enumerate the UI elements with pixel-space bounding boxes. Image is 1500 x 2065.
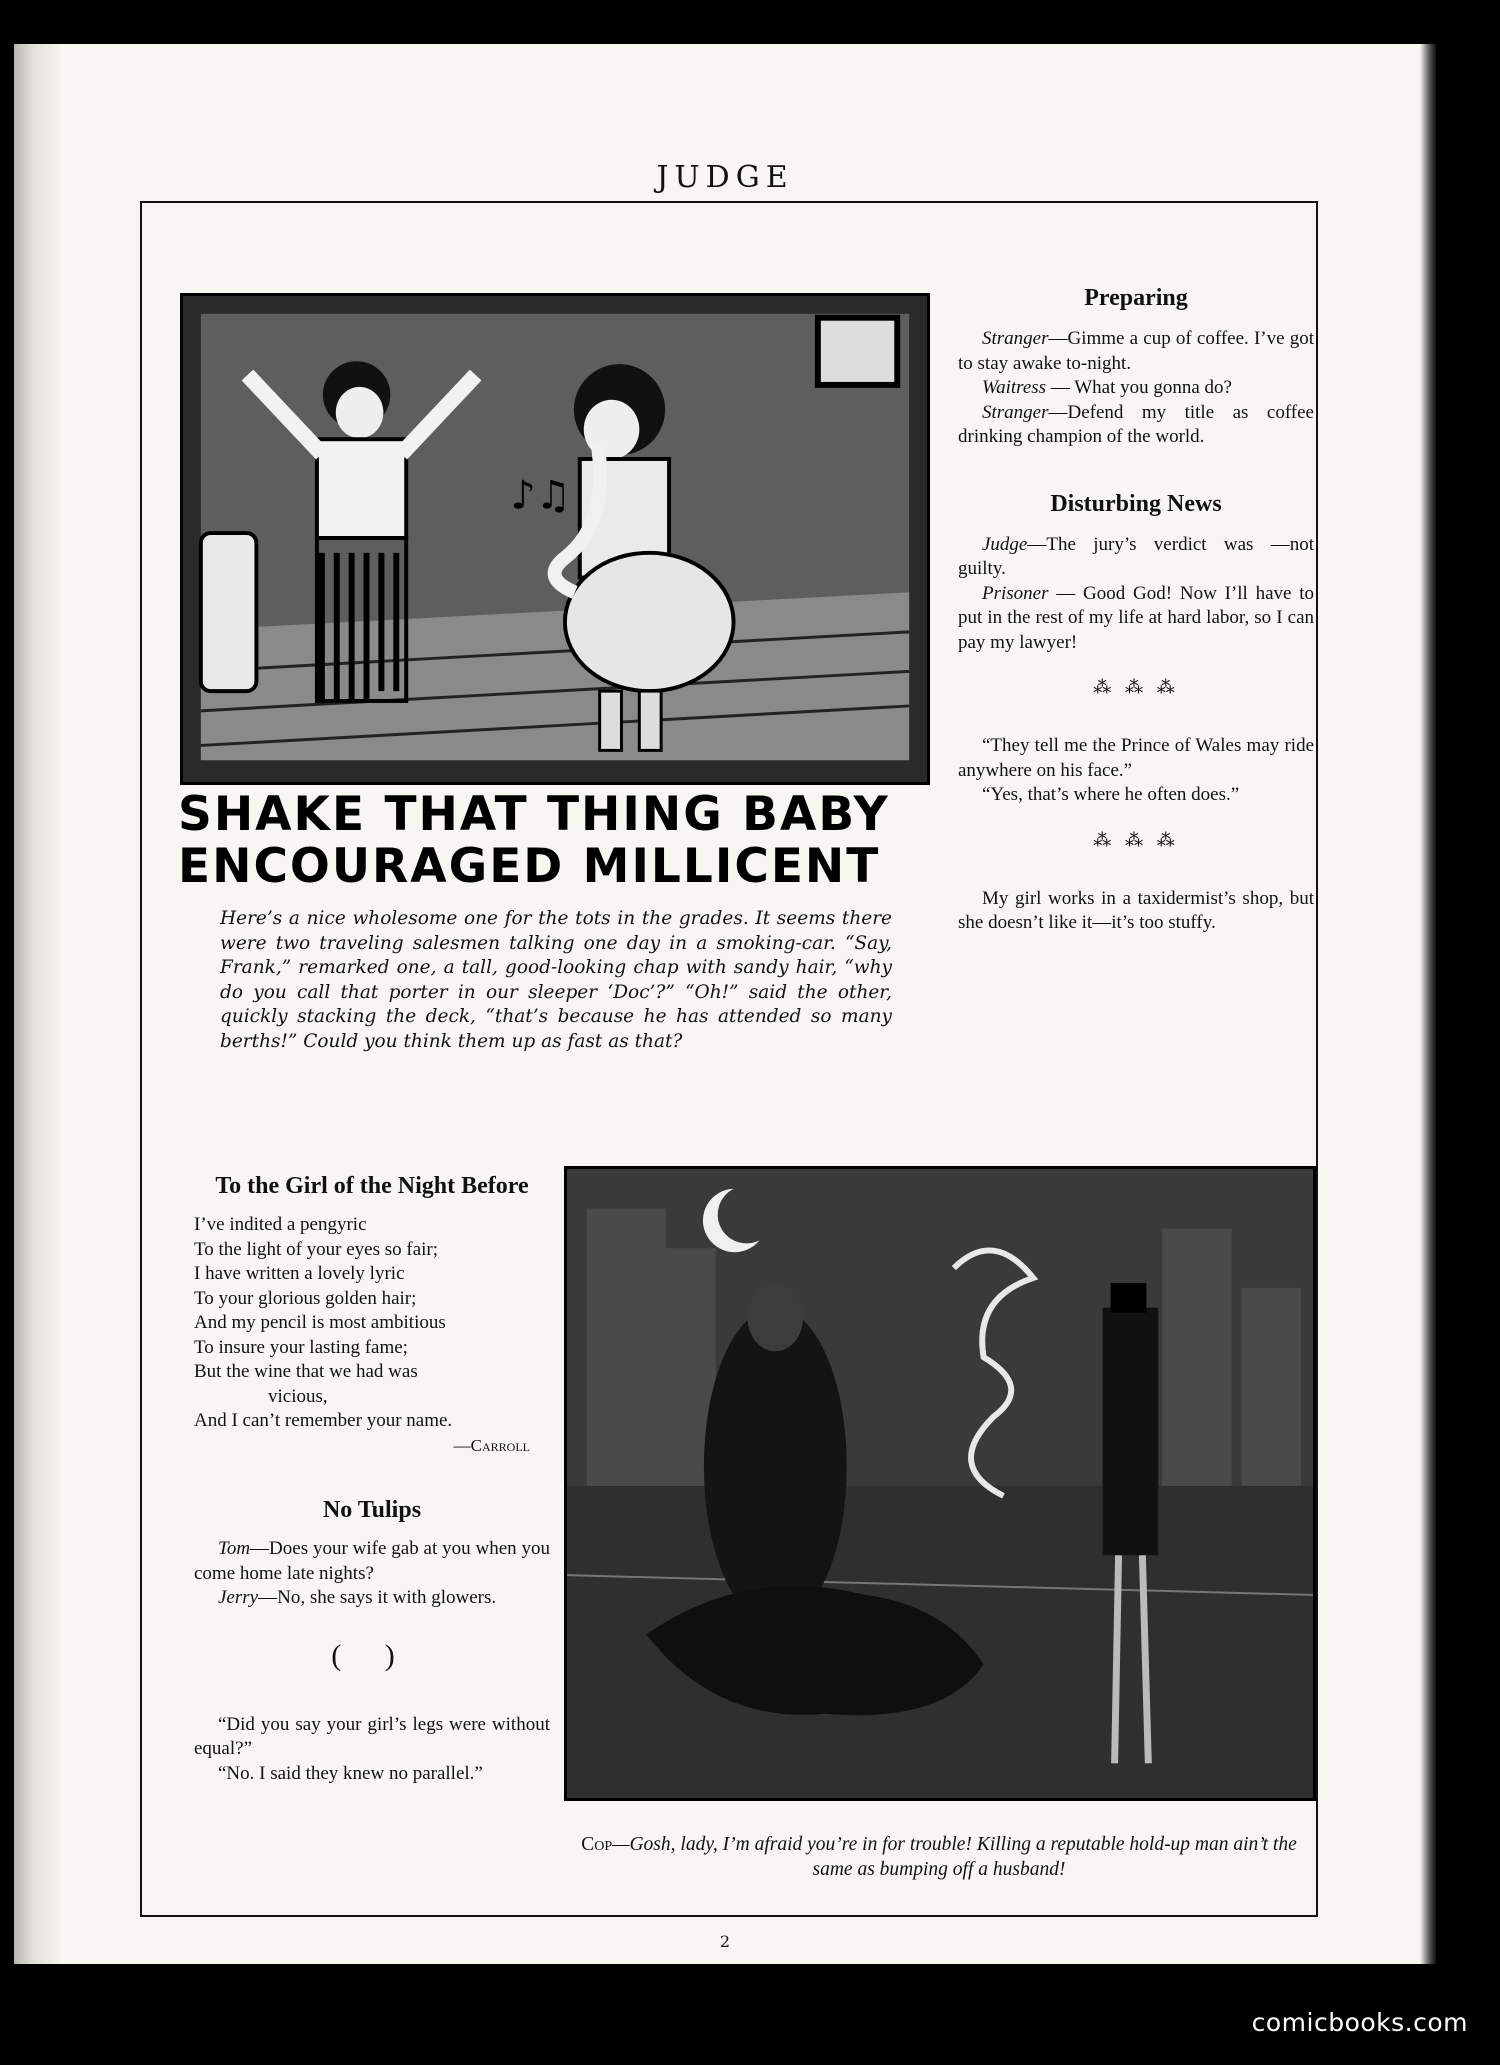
left-column	[194, 1172, 550, 1786]
preparing-title: Preparing	[1084, 285, 1188, 311]
no-tulips-joke	[194, 1537, 550, 1611]
headline-line-1: SHAKE THAT THING BABY	[178, 787, 890, 842]
magazine-page	[14, 44, 1436, 1964]
disturbing-news-title: Disturbing News	[1050, 490, 1222, 517]
parentheses-ornament: ( )	[331, 1638, 413, 1672]
cartoon-headline	[178, 789, 930, 893]
speaker: Judge	[982, 533, 1028, 555]
poem-line: To your glorious golden hair;	[194, 1287, 417, 1309]
taxidermist-text: My girl works in a taxidermist’s shop, but she doesn’t like it—it’s too stuffy.	[958, 887, 1314, 933]
speaker: Stranger	[982, 328, 1049, 349]
prince-joke	[958, 734, 1314, 808]
poem-line: And my pencil is most ambitious	[194, 1312, 446, 1333]
separator-ornament: ⁂ ⁂ ⁂	[1093, 829, 1179, 851]
dialogue: —No, she says it with glowers.	[258, 1587, 497, 1608]
poem-line: I’ve indited a pengyric	[194, 1214, 367, 1235]
caption-speaker: Cop	[581, 1834, 613, 1855]
poem-line: But the wine that we had was	[194, 1361, 418, 1382]
taxidermist-joke	[958, 887, 1314, 936]
legs-line-2: “No. I said they knew no parallel.”	[218, 1762, 483, 1784]
page-number: 2	[719, 1932, 731, 1951]
speaker: Jerry	[218, 1587, 259, 1608]
dialogue: —Does your wife gab at you when you come home late nights?	[194, 1538, 550, 1584]
dialogue: —Defend my title as coffee drinking champion of the world.	[958, 401, 1314, 447]
poem-body	[194, 1213, 550, 1458]
dialogue: — What you gonna do?	[1046, 377, 1232, 398]
speaker: Prisoner	[982, 582, 1049, 604]
speaker: Stranger	[982, 401, 1049, 423]
disturbing-news-joke	[958, 533, 1314, 656]
watermark: comicbooks.com	[1251, 2008, 1468, 2037]
legs-line-1: “Did you say your girl’s legs were without equal?”	[194, 1713, 550, 1759]
cartoon-intro-text: Here’s a nice wholesome one for the tots in the grades. It seems there were two traveling salesmen talking one day in a smoking-car. “Say, Frank,” remarked one, a tall, good-looking chap with sandy hair, “why do you call that porter in our sleeper ‘Doc’?” “Oh!” said the other, quickly stacking the deck, “that’s because he has attended so many berths!” Could you think them up as fast as that?	[220, 908, 892, 1052]
poem-title: To the Girl of the Night Before	[215, 1173, 529, 1199]
separator-ornament: ⁂ ⁂ ⁂	[1093, 677, 1179, 698]
no-tulips-title: No Tulips	[322, 1497, 422, 1523]
speaker: Waitress	[982, 377, 1047, 398]
cartoon-caption	[579, 1832, 1299, 1882]
prince-line-2: “Yes, that’s where he often does.”	[982, 784, 1240, 805]
poem-signature: —Carroll	[453, 1435, 530, 1455]
page-binding-left	[14, 44, 60, 1964]
caption-text: —Gosh, lady, I’m afraid you’re in for trouble! Killing a reputable hold-up man ain’t the same as bumping off a husband!	[612, 1834, 1297, 1880]
poem-line: And I can’t remember your name.	[194, 1410, 453, 1431]
dialogue: —The jury’s verdict was —not guilty.	[958, 533, 1314, 579]
preparing-joke	[958, 327, 1314, 450]
page-binding-right	[1420, 44, 1436, 1964]
svg-text:♪♫: ♪♫	[510, 472, 572, 519]
prince-line-1: “They tell me the Prince of Wales may ride anywhere on his face.”	[958, 735, 1314, 781]
cartoon-saxophone-illustration	[180, 293, 930, 785]
poem-line: I have written a lovely lyric	[194, 1263, 405, 1284]
headline-line-2: ENCOURAGED MILLICENT	[178, 839, 881, 894]
speaker: Tom	[218, 1538, 251, 1559]
legs-joke	[194, 1713, 550, 1787]
poem-line: vicious,	[268, 1385, 328, 1407]
dialogue: — Good God! Now I’ll have to put in the rest of my life at hard labor, so I can pay my lawyer!	[958, 582, 1314, 653]
dialogue: —Gimme a cup of coffee. I’ve got to stay awake to-night.	[958, 328, 1314, 374]
poem-line: To insure your lasting fame;	[194, 1336, 408, 1358]
cartoon-night-street-illustration	[564, 1166, 1316, 1801]
right-column	[958, 284, 1314, 936]
poem-line: To the light of your eyes so fair;	[194, 1238, 439, 1260]
masthead: JUDGE	[656, 160, 794, 195]
